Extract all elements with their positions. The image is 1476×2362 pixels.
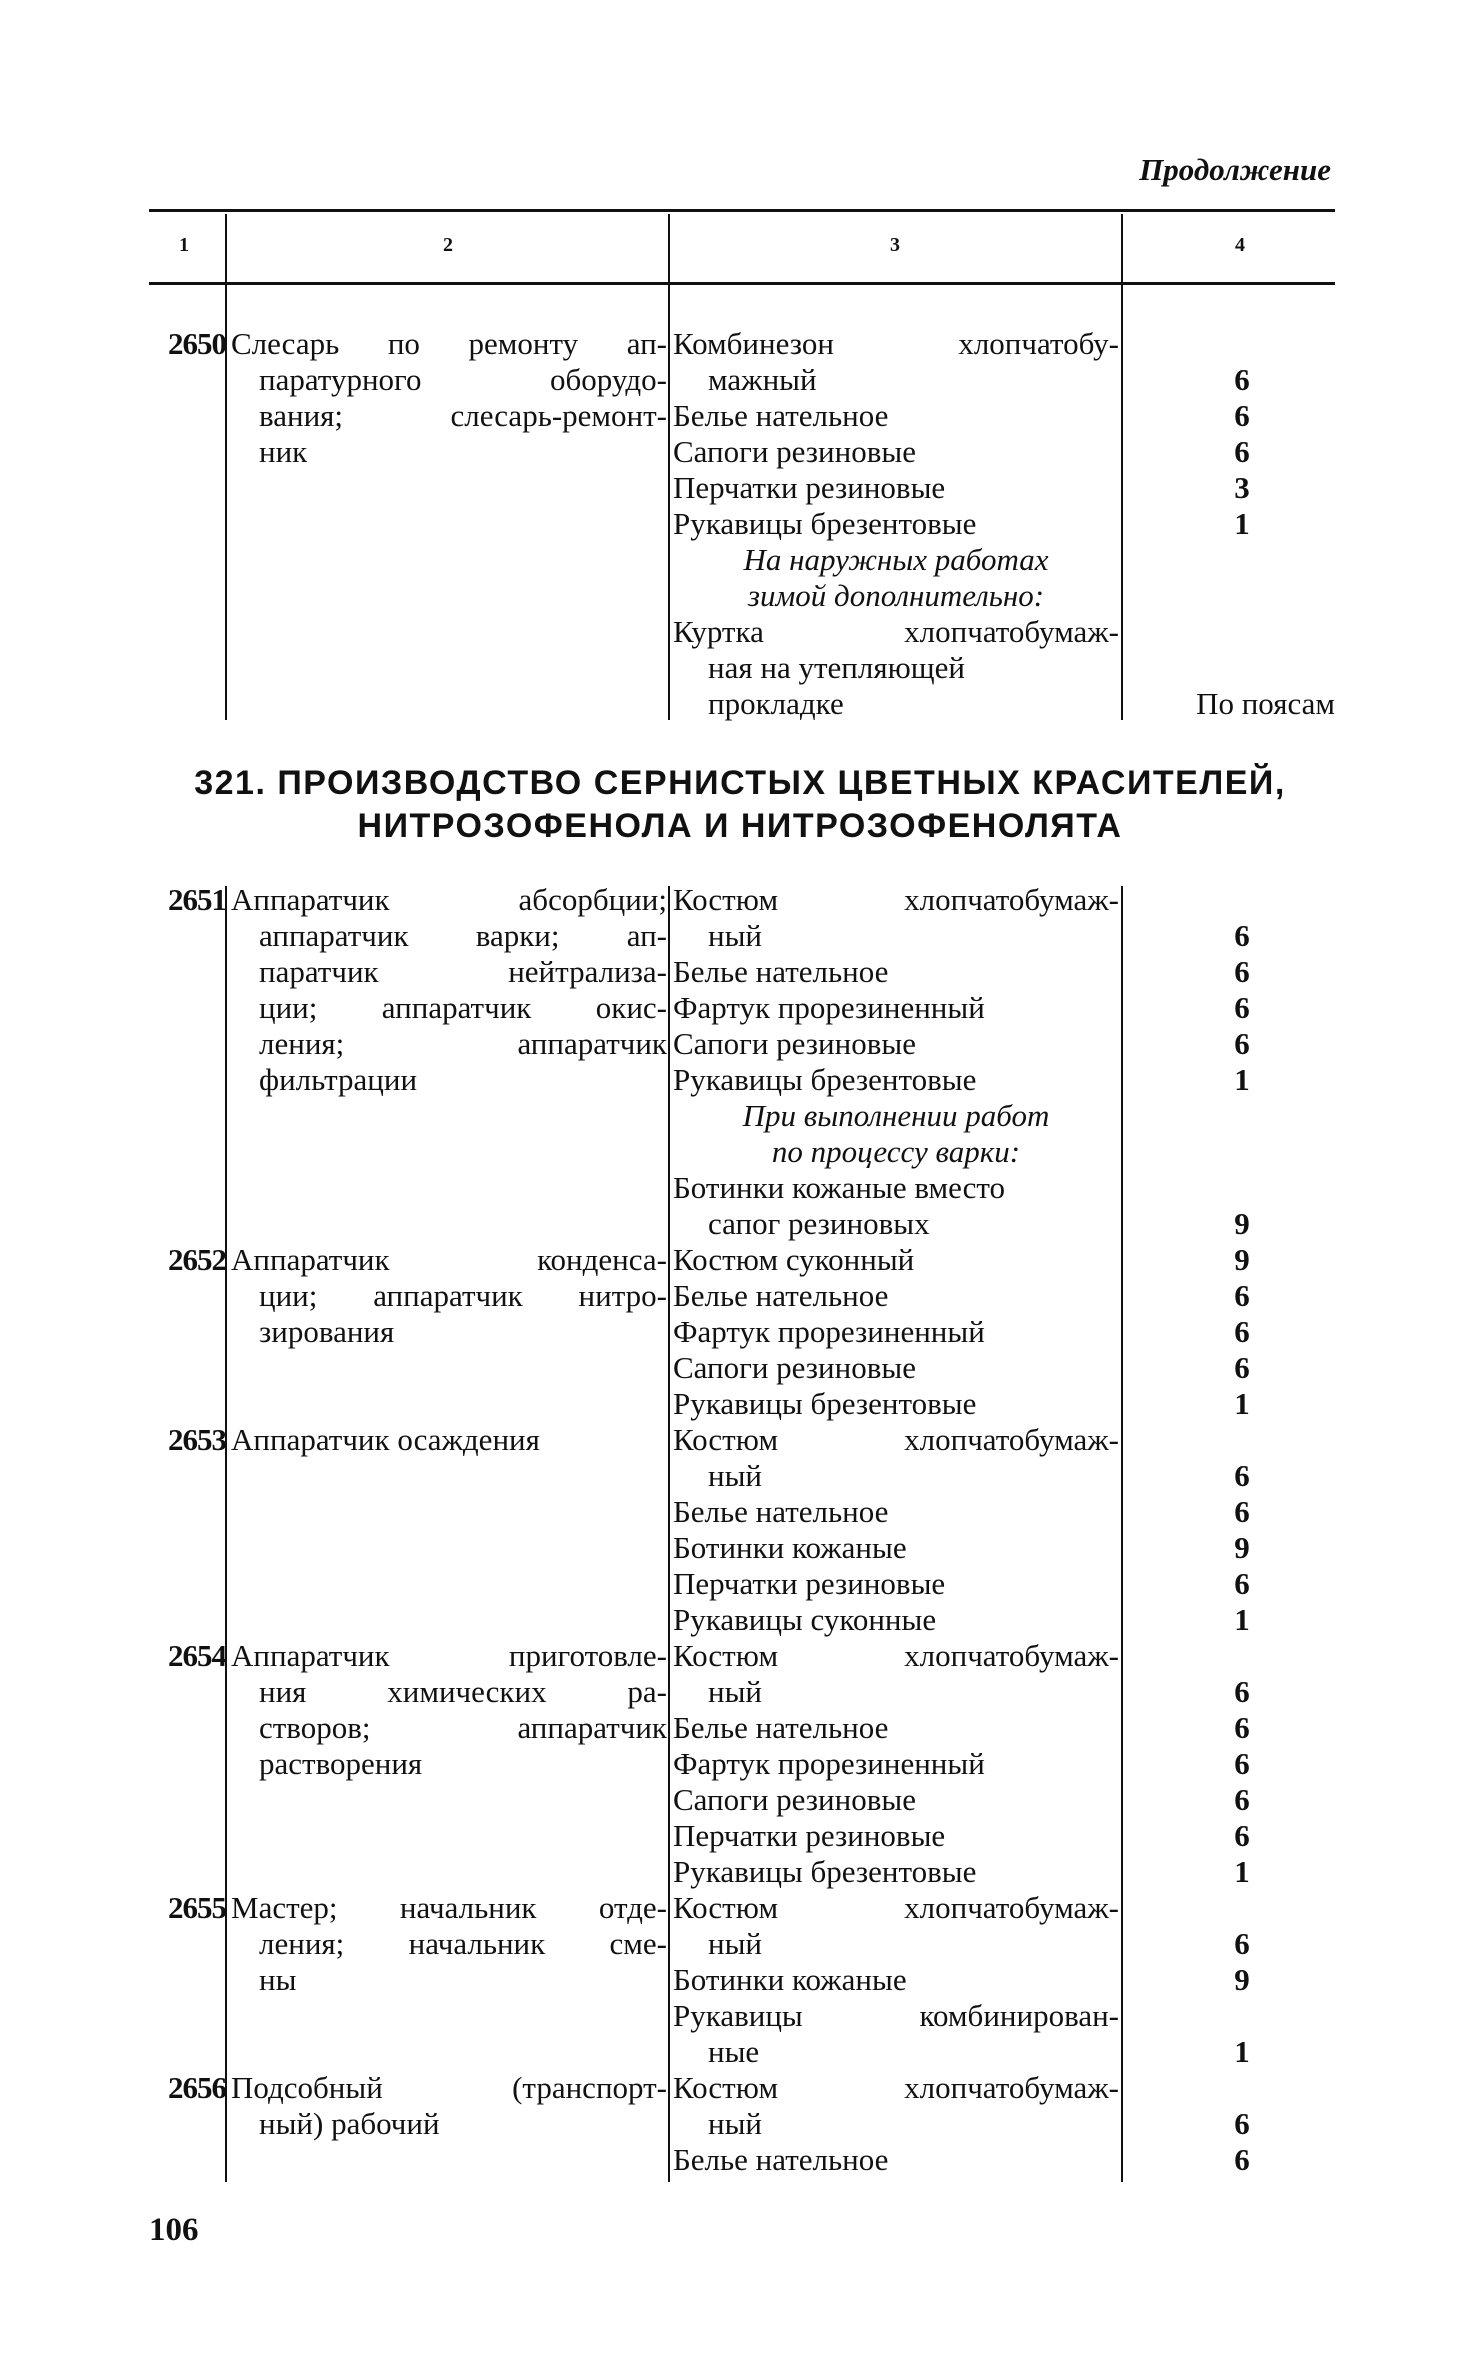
clothing-item: Ботинки кожаные вместо (673, 1170, 1005, 1205)
occupation-text: створов; аппаратчик (259, 1710, 667, 1745)
clothing-item: прокладке (708, 686, 844, 721)
wear-period-months: 1 (1234, 1386, 1250, 1421)
clothing-item: ные (708, 2034, 760, 2069)
occupation-text: ный) рабочий (259, 2106, 440, 2141)
occupation-text: ции; аппаратчик нитро- (259, 1278, 667, 1313)
wear-period-months: 6 (1234, 398, 1250, 433)
clothing-item: Белье нательное (673, 2142, 889, 2177)
clothing-item: Белье нательное (673, 1494, 889, 1529)
clothing-item: Сапоги резиновые (673, 1782, 916, 1817)
clothing-item: Комбинезон хлопчатобу- (673, 326, 1119, 361)
occupation-text: ник (259, 434, 308, 469)
entry-number: 2654 (168, 1638, 226, 1673)
entry-number: 2652 (168, 1242, 226, 1277)
occupation-text: ны (259, 1962, 297, 1997)
clothing-item: Костюм хлопчатобумаж- (673, 1422, 1119, 1457)
clothing-item: ная на утепляющей (708, 650, 965, 685)
wear-period-months: 6 (1234, 1746, 1250, 1781)
column-divider (668, 214, 670, 720)
table-top-rule (149, 209, 1335, 212)
clothing-item: Костюм хлопчатобумаж- (673, 2070, 1119, 2105)
wear-period-months: 6 (1234, 2106, 1250, 2141)
clothing-item: Перчатки резиновые (673, 1566, 946, 1601)
clothing-item: ный (708, 1458, 763, 1493)
entry-number: 2656 (168, 2070, 226, 2105)
wear-period-months: 6 (1234, 954, 1250, 989)
condition-note: При выполнении работ (742, 1098, 1050, 1133)
clothing-item: Белье нательное (673, 954, 889, 989)
clothing-item: Ботинки кожаные (673, 1530, 907, 1565)
occupation-text: Слесарь по ремонту ап- (231, 326, 667, 361)
wear-period-months: 9 (1234, 1962, 1250, 1997)
wear-period-months: 1 (1234, 1854, 1250, 1889)
clothing-item: Рукавицы брезентовые (673, 1062, 977, 1097)
wear-period-months: 9 (1234, 1206, 1250, 1241)
clothing-item: сапог резиновых (708, 1206, 930, 1241)
clothing-item: Перчатки резиновые (673, 470, 946, 505)
wear-period-months: 1 (1234, 506, 1250, 541)
occupation-text: Аппаратчик осаждения (231, 1422, 540, 1457)
clothing-item: Перчатки резиновые (673, 1818, 946, 1853)
page-number: 106 (149, 2212, 199, 2248)
clothing-item: ный (708, 918, 763, 953)
clothing-item: ный (708, 2106, 763, 2141)
occupation-text: Аппаратчик абсорбции; (231, 882, 667, 917)
wear-period-months: 1 (1234, 1062, 1250, 1097)
wear-period-months: 6 (1234, 1458, 1250, 1493)
clothing-item: Костюм хлопчатобумаж- (673, 1638, 1119, 1673)
clothing-item: Белье нательное (673, 1710, 889, 1745)
clothing-item: мажный (708, 362, 817, 397)
section-heading-line-2: НИТРОЗОФЕНОЛА И НИТРОЗОФЕНОЛЯТА (357, 807, 1123, 845)
occupation-text: растворения (259, 1746, 423, 1781)
clothing-item: Ботинки кожаные (673, 1962, 907, 1997)
wear-period-months: 6 (1234, 1350, 1250, 1385)
condition-note: На наружных работах (743, 542, 1049, 577)
occupation-text: вания; слесарь-ремонт- (259, 398, 667, 433)
header-bottom-rule (149, 282, 1335, 285)
occupation-text: Подсобный (транспорт- (231, 2070, 667, 2105)
occupation-text: Мастер; начальник отде- (231, 1890, 667, 1925)
wear-period-months: 9 (1234, 1530, 1250, 1565)
clothing-item: Рукавицы брезентовые (673, 1386, 977, 1421)
occupation-text: Аппаратчик приготовле- (231, 1638, 667, 1673)
clothing-item: Фартук прорезиненный (673, 1746, 985, 1781)
column-header-1: 1 (179, 234, 189, 256)
condition-note: по процессу варки: (771, 1134, 1021, 1169)
wear-period-months: 6 (1234, 1026, 1250, 1061)
occupation-text: ции; аппаратчик окис- (259, 990, 667, 1025)
wear-period-months: 6 (1234, 1314, 1250, 1349)
occupation-text: фильтрации (259, 1062, 418, 1097)
wear-period-months: 6 (1234, 362, 1250, 397)
wear-period-months: 6 (1234, 1710, 1250, 1745)
wear-period-months: 6 (1234, 1278, 1250, 1313)
clothing-item: Костюм хлопчатобумаж- (673, 882, 1119, 917)
entry-number: 2650 (168, 326, 226, 361)
column-header-2: 2 (443, 234, 453, 256)
clothing-item: ный (708, 1674, 763, 1709)
clothing-item: Костюм хлопчатобумаж- (673, 1890, 1119, 1925)
occupation-text: паратурного оборудо- (259, 362, 667, 397)
wear-period-months: 1 (1234, 1602, 1250, 1637)
wear-period-months: 6 (1234, 1926, 1250, 1961)
clothing-item: Куртка хлопчатобумаж- (673, 614, 1119, 649)
entry-number: 2651 (168, 882, 226, 917)
clothing-item: Костюм суконный (673, 1242, 915, 1277)
column-divider (1121, 886, 1123, 2182)
entry-number: 2655 (168, 1890, 226, 1925)
wear-period-months: 6 (1234, 2142, 1250, 2177)
wear-period-months: 6 (1234, 918, 1250, 953)
occupation-text: ления; начальник сме- (259, 1926, 667, 1961)
wear-period-months: По поясам (1196, 686, 1335, 721)
clothing-item: Сапоги резиновые (673, 434, 916, 469)
clothing-item: Рукавицы суконные (673, 1602, 937, 1637)
wear-period-months: 6 (1234, 1566, 1250, 1601)
wear-period-months: 6 (1234, 1494, 1250, 1529)
wear-period-months: 9 (1234, 1242, 1250, 1277)
section-heading-line-1: 321. ПРОИЗВОДСТВО СЕРНИСТЫХ ЦВЕТНЫХ КРАСИТЕЛЕЙ, (194, 764, 1286, 802)
column-divider (225, 886, 227, 2182)
occupation-text: паратчик нейтрализа- (259, 954, 667, 989)
wear-period-months: 3 (1234, 470, 1250, 505)
running-head: Продолжение (1139, 152, 1331, 187)
wear-period-months: 6 (1234, 1674, 1250, 1709)
clothing-item: Сапоги резиновые (673, 1350, 916, 1385)
wear-period-months: 6 (1234, 1818, 1250, 1853)
clothing-item: Белье нательное (673, 398, 889, 433)
clothing-item: Белье нательное (673, 1278, 889, 1313)
clothing-item: ный (708, 1926, 763, 1961)
column-divider (1121, 214, 1123, 720)
occupation-text: Аппаратчик конденса- (231, 1242, 667, 1277)
clothing-item: Фартук прорезиненный (673, 1314, 985, 1349)
clothing-item: Рукавицы брезентовые (673, 1854, 977, 1889)
wear-period-months: 6 (1234, 434, 1250, 469)
wear-period-months: 6 (1234, 1782, 1250, 1817)
column-header-4: 4 (1235, 234, 1245, 256)
entry-number: 2653 (168, 1422, 226, 1457)
column-divider (225, 214, 227, 720)
condition-note: зимой дополнительно: (747, 578, 1045, 613)
clothing-item: Сапоги резиновые (673, 1026, 916, 1061)
occupation-text: ния химических ра- (259, 1674, 667, 1709)
clothing-item: Рукавицы комбинирован- (673, 1998, 1119, 2033)
occupation-text: аппаратчик варки; ап- (259, 918, 667, 953)
column-divider (668, 886, 670, 2182)
wear-period-months: 1 (1234, 2034, 1250, 2069)
wear-period-months: 6 (1234, 990, 1250, 1025)
clothing-item: Рукавицы брезентовые (673, 506, 977, 541)
occupation-text: зирования (259, 1314, 395, 1349)
clothing-item: Фартук прорезиненный (673, 990, 985, 1025)
occupation-text: ления; аппаратчик (259, 1026, 667, 1061)
column-header-3: 3 (890, 234, 900, 256)
